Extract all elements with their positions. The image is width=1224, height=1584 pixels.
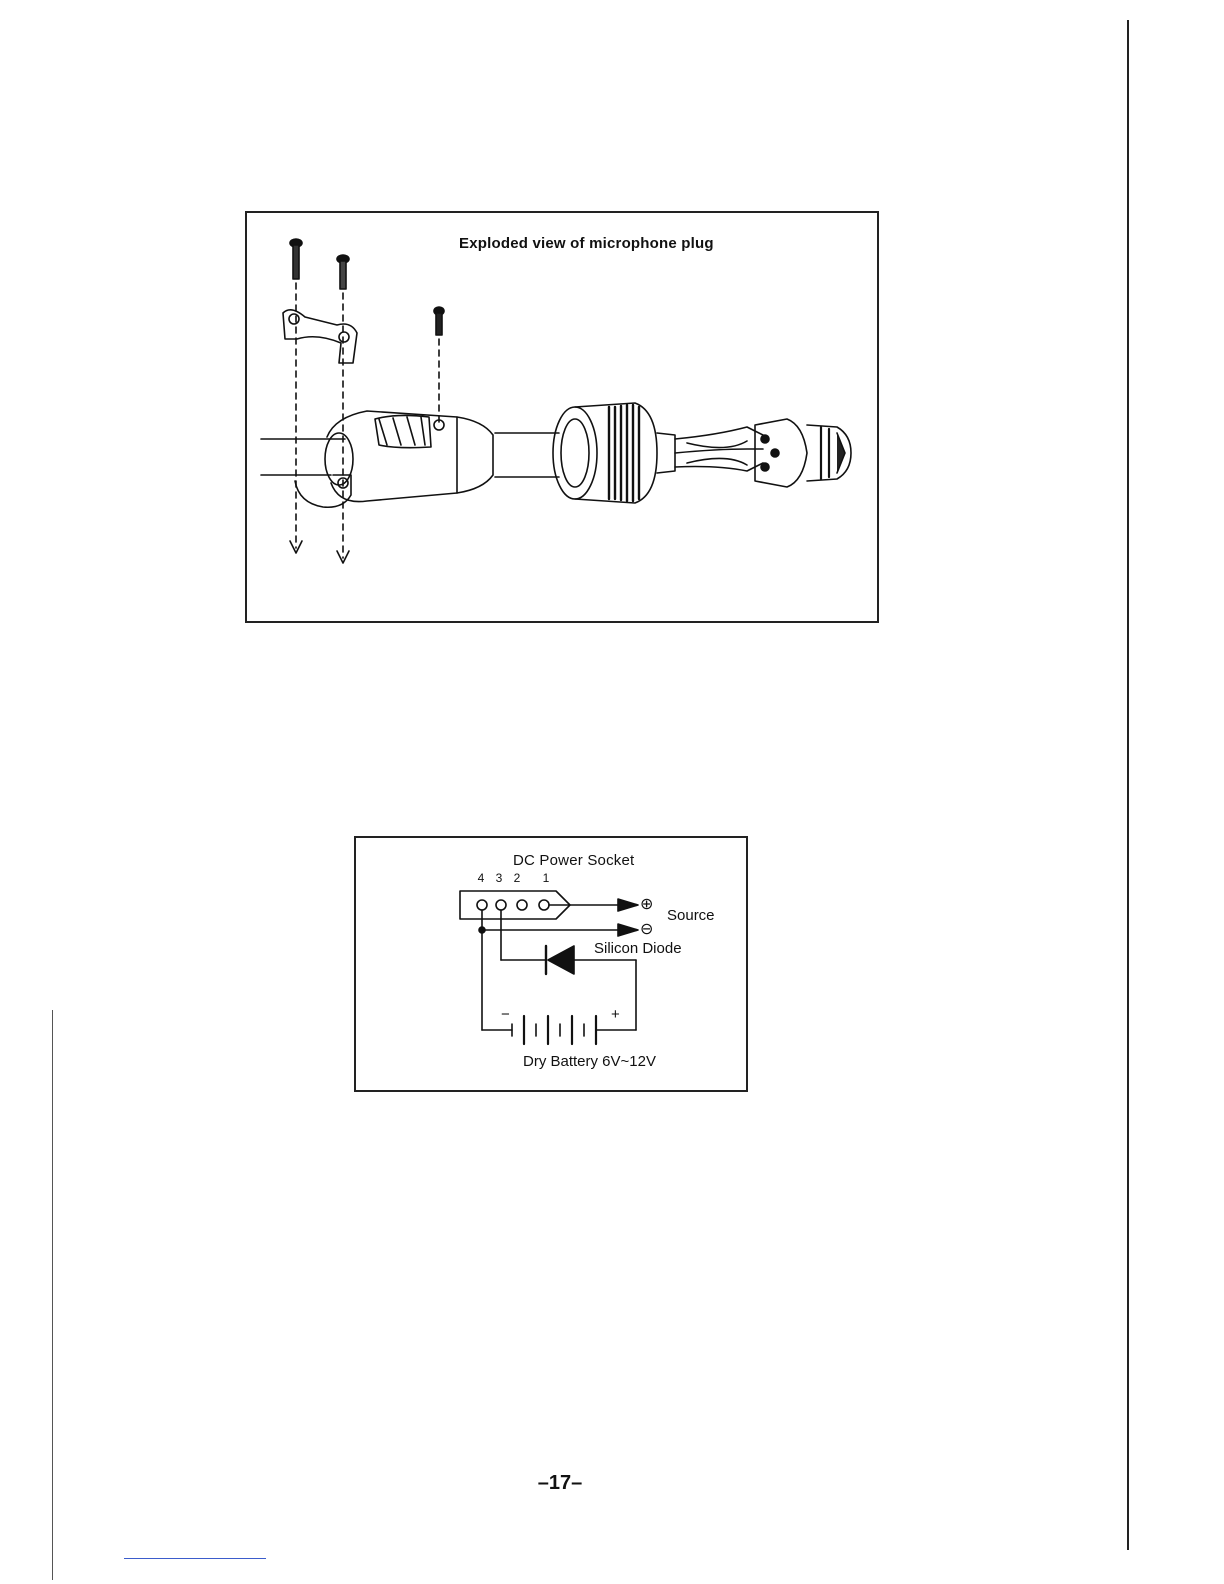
dc-power-socket-figure <box>354 836 748 1092</box>
exploded-view-drawing <box>247 213 877 621</box>
page-number: –17– <box>537 1472 583 1494</box>
plus-symbol: ⊕ <box>640 896 654 913</box>
battery-minus-label: − <box>501 1006 510 1023</box>
dc-power-socket-title: DC Power Socket <box>513 852 635 869</box>
silicon-diode-label: Silicon Diode <box>594 940 682 957</box>
coupling-ring <box>553 403 675 503</box>
battery-cells <box>512 1016 596 1044</box>
dc-power-socket-schematic <box>356 838 746 1090</box>
screw-1 <box>290 239 302 279</box>
exploded-view-figure <box>245 211 879 623</box>
pin-number-2: 2 <box>513 871 521 885</box>
plus-arrow <box>618 899 638 911</box>
screw-3 <box>434 307 444 335</box>
connector-insert <box>755 419 851 487</box>
minus-arrow <box>618 924 638 936</box>
source-label: Source <box>667 907 715 924</box>
screw-2 <box>337 255 349 289</box>
battery-plus-label: + <box>611 1006 620 1023</box>
pin-number-4: 4 <box>477 871 485 885</box>
bottom-rule <box>124 1558 266 1559</box>
page-edge-line-right <box>1127 20 1129 1550</box>
minus-symbol: ⊖ <box>640 921 654 938</box>
socket-pin-4 <box>477 900 487 910</box>
socket-pin-2 <box>517 900 527 910</box>
pin-number-3: 3 <box>495 871 503 885</box>
socket-pin-3 <box>496 900 506 910</box>
socket-pin-1 <box>539 900 549 910</box>
exploded-view-title: Exploded view of microphone plug <box>459 235 714 252</box>
pin-number-1: 1 <box>542 871 550 885</box>
diode-triangle <box>548 946 574 974</box>
dry-battery-label: Dry Battery 6V~12V <box>523 1053 656 1070</box>
